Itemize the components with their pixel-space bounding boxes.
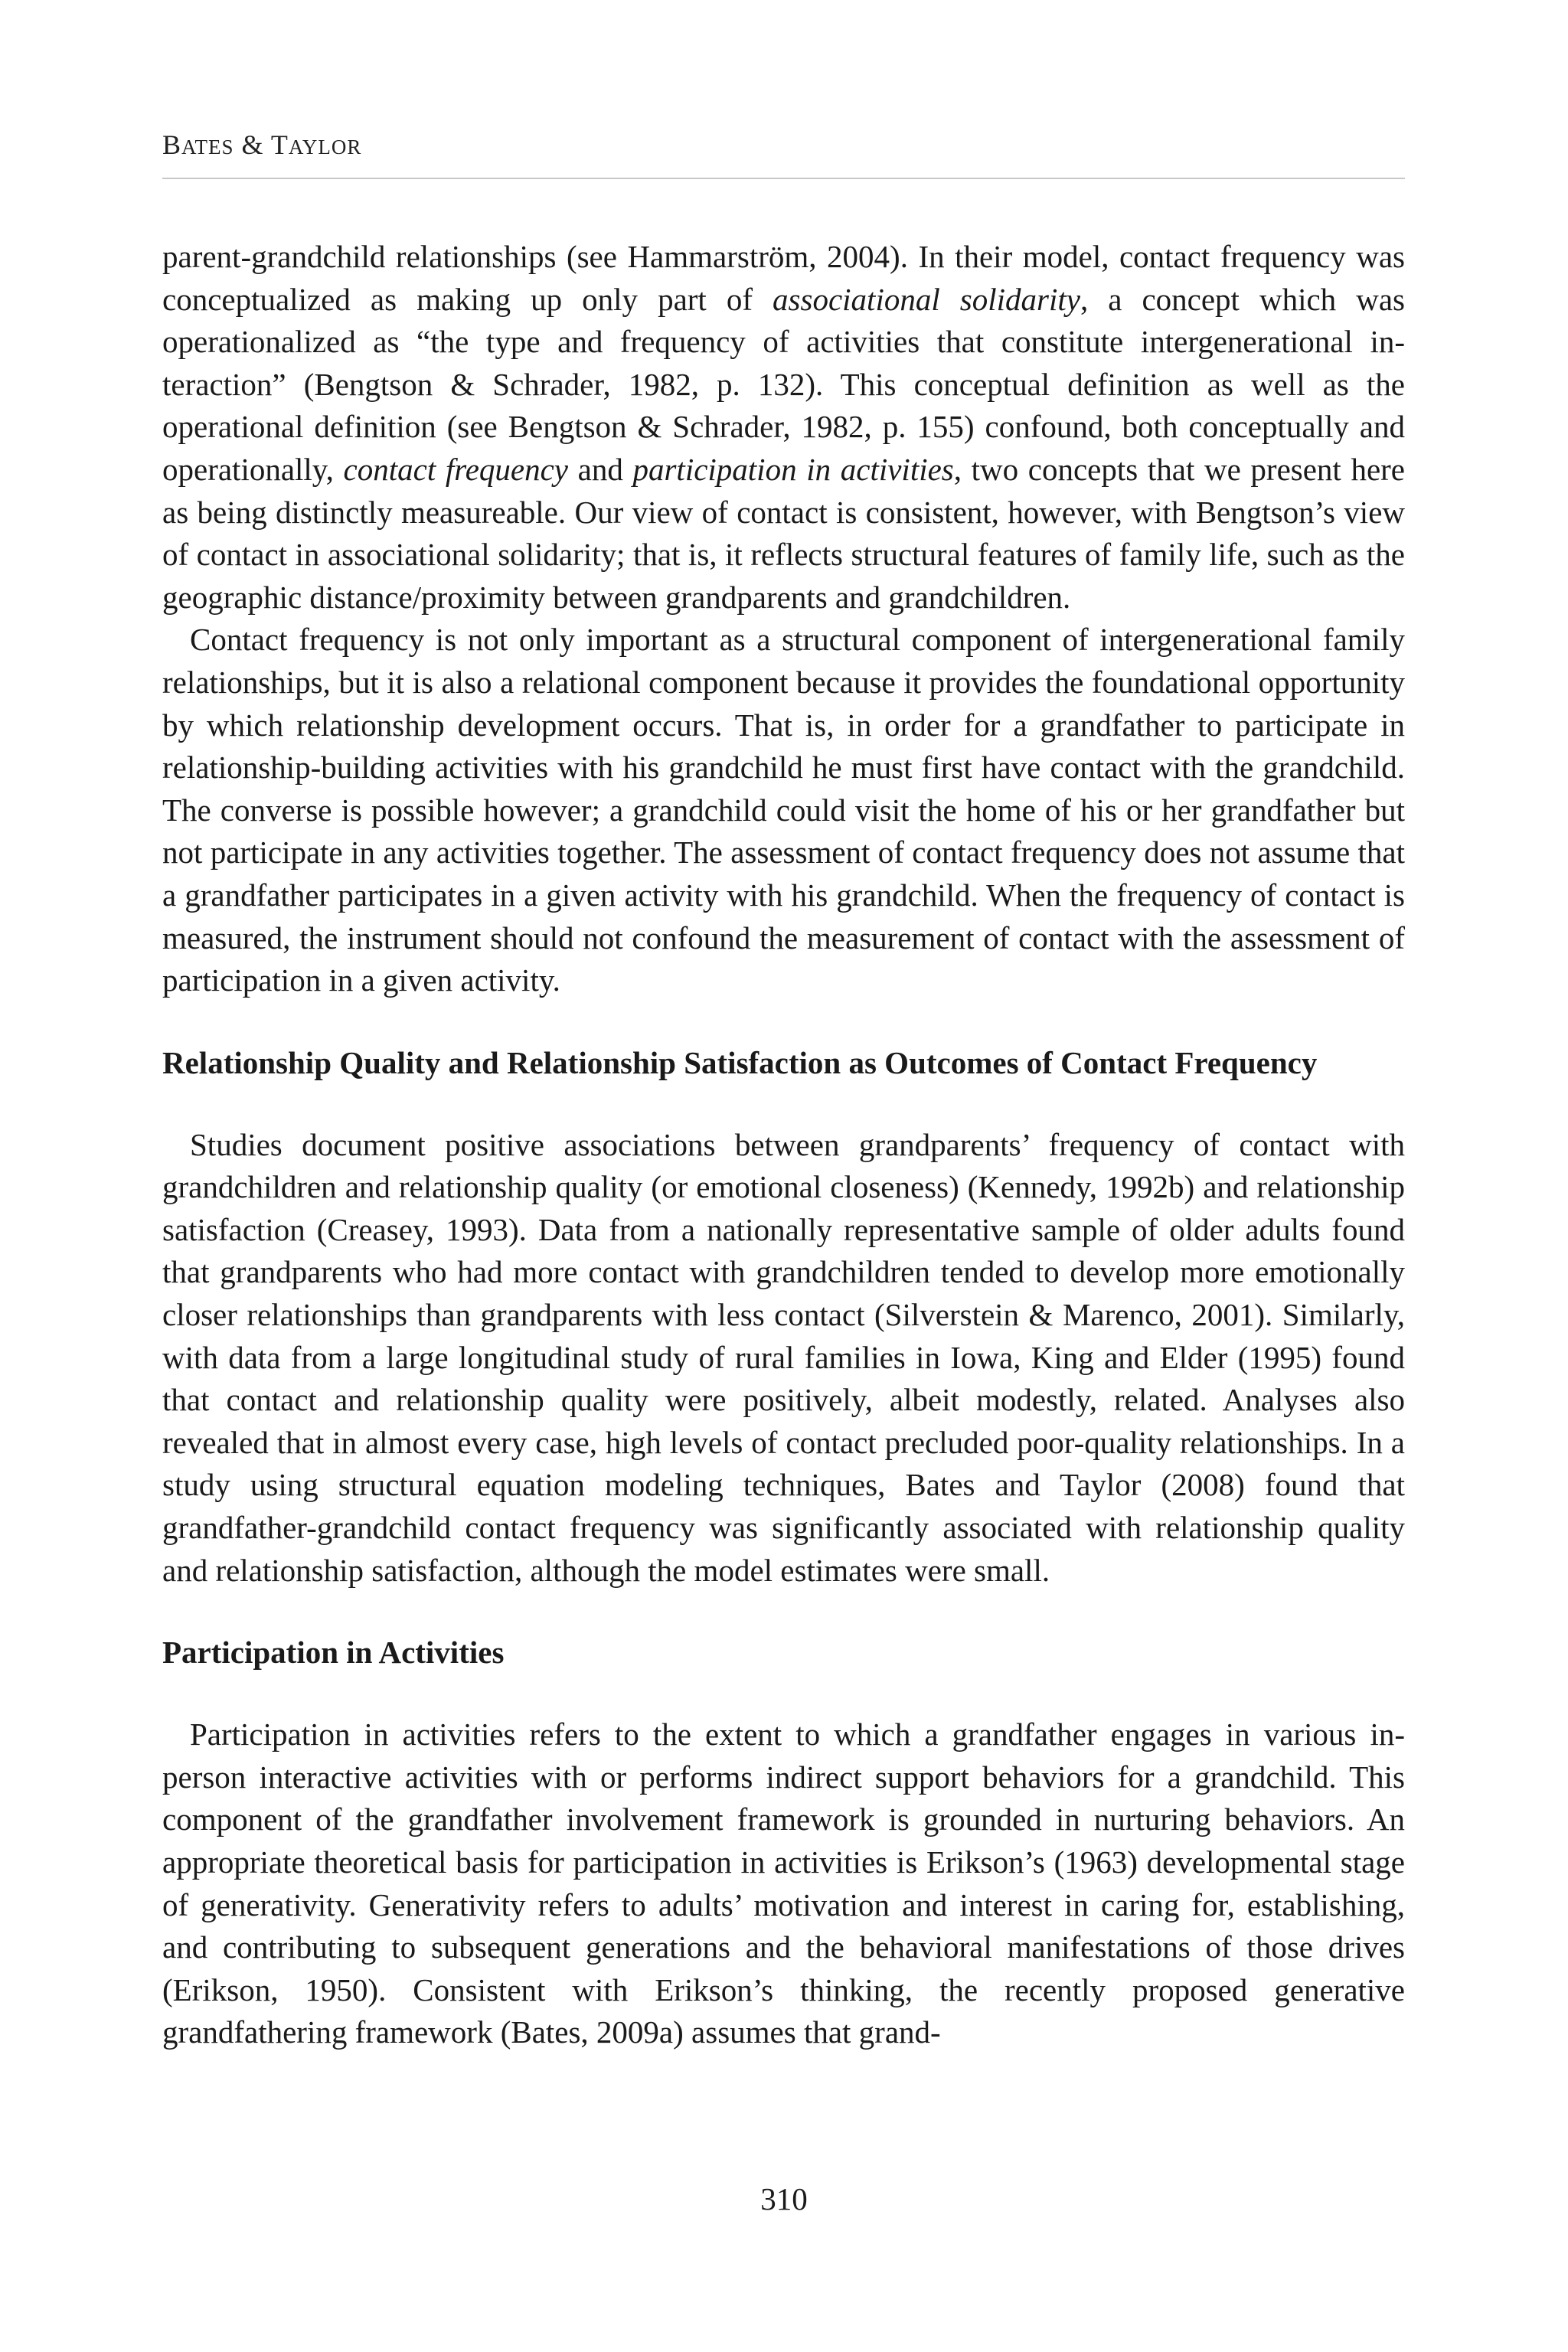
section-heading: Relationship Quality and Relationship Satisfaction as Outcomes of Contact Frequency	[162, 1044, 1318, 1080]
running-head-initial: B	[162, 129, 182, 160]
running-head	[162, 129, 361, 161]
running-head-text: AYLOR	[288, 136, 362, 158]
article-body	[162, 236, 1405, 2054]
section-heading: Participation in Activities	[162, 1635, 505, 1671]
emphasized-term: contact frequency	[343, 451, 568, 487]
emphasized-term: associational solidarity	[773, 281, 1080, 317]
paragraph: Contact frequency is not only important as a structural component of intergenerational family relationships, but it is also a relational component because it provides the foundational opportunity by which relationship development occurs. That is, in order for a grandfather to participate in relationship-building activities with his grandchild he must first have contact with the grandchild. The converse is possible however; a grandchild could visit the home of his or her grandfather but not participate in any activities together. The assessment of contact frequency does not assume that a grandfather participates in a given activity with his grandchild. When the frequency of contact is measured, the instrument should not confound the measurement of contact with the assessment of participation in a given activity.	[162, 622, 1405, 998]
paragraph: Studies document positive associations between grandparents’ frequency of contact with grandchildren and relationship quality (or emotional closeness) (Kennedy, 1992b) and relationship satisfaction (Creasey, 1993). Data from a nationally representative sample of older adults found that grandparents who had more contact with grandchildren tended to develop more emotionally closer relationships than grandparents with less contact (Silverstein & Marenco, 2001). Similarly, with data from a large longitudinal study of rural families in Iowa, King and Elder (1995) found that contact and relationship quality were positively, albeit modestly, related. Analyses also revealed that in almost every case, high levels of contact precluded poor-quality relationships. In a study using structural equation modeling techniques, Bates and Taylor (2008) found that grandfather-grandchild contact frequency was significantly associated with relationship quality and relationship satisfaction, although the model estimates were small.	[162, 1126, 1405, 1588]
emphasized-term: participation in activities	[632, 451, 954, 487]
header-rule	[162, 178, 1405, 179]
running-head-amp: &	[234, 129, 271, 160]
running-head-initial: T	[270, 129, 289, 160]
paragraph: parent-grandchild relationships (see Hammarström, 2004). In their model, contact frequency was conceptualized as making up only part of associational solidarity, a concept which was operationalized as “the type and frequency of activities that constitute intergenerational interaction” (Bengtson & Schrader, 1982, p. 132). This conceptual definition as well as the operational definition (see Bengtson & Schrader, 1982, p. 155) confound, both conceptually and operationally, contact frequency and participation in activities, two concepts that we present here as being distinctly measureable. Our view of contact is consistent, however, with Bengtson’s view of contact in associational solidarity; that is, it reflects structural features of family life, such as the geographic distance/proximity between grandparents and grandchildren.	[162, 239, 1405, 615]
running-head-text: ATES	[181, 136, 234, 158]
paragraph: Participation in activities refers to the extent to which a grandfather engages in various in-person interactive activities with or performs indirect support behaviors for a grandchild. This component of the grandfather involvement framework is grounded in nurturing behaviors. An appropriate theoretical basis for participation in activities is Erikson’s (1963) developmental stage of generativity. Generativity refers to adults’ motivation and interest in caring for, establishing, and contributing to subsequent generations and the behavioral manifestations of those drives (Erikson, 1950). Consistent with Erikson’s thinking, the recently proposed generative grandfathering framework (Bates, 2009a) assumes that grand-	[162, 1717, 1405, 2050]
page-number: 310	[760, 2181, 808, 2216]
